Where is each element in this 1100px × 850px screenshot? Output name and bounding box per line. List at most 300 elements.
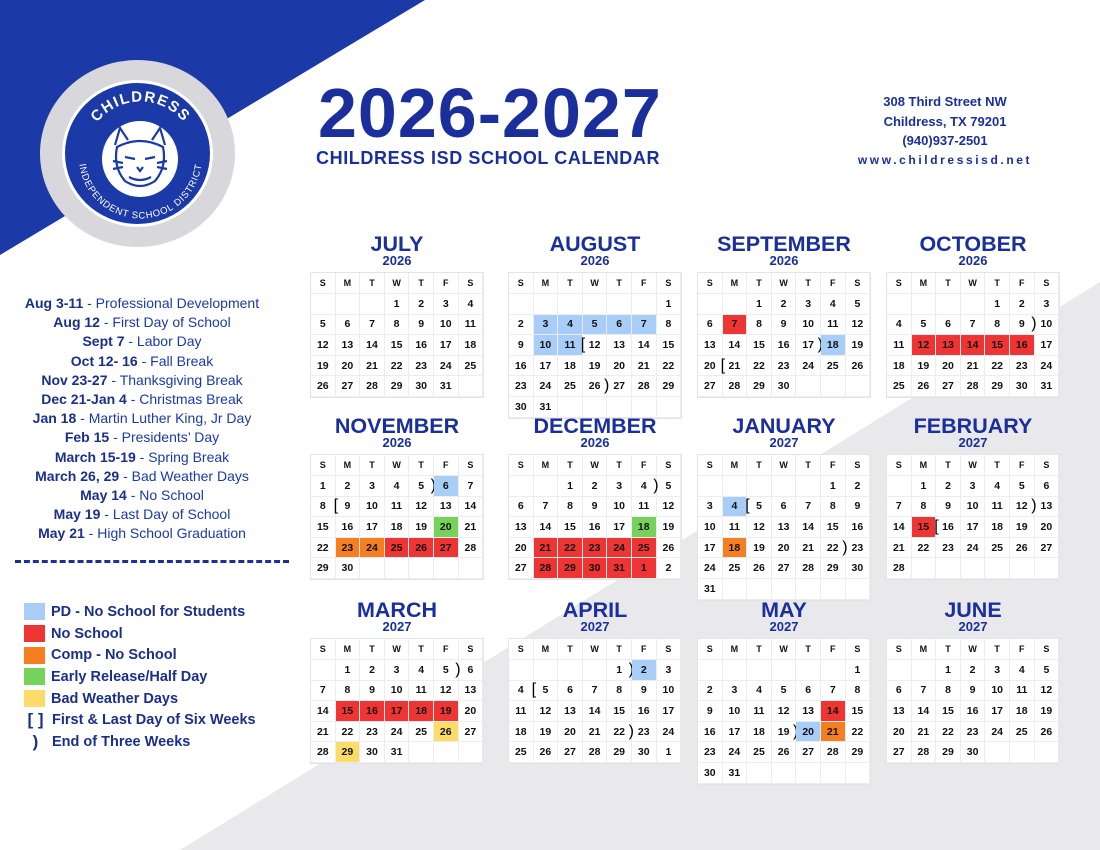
day-cell: 2: [360, 660, 385, 681]
day-cell: 20: [936, 356, 961, 377]
day-cell: 18: [723, 538, 748, 559]
day-cell: 17: [961, 517, 986, 538]
day-cell: 9: [583, 497, 608, 518]
weekday-header: T: [747, 273, 772, 294]
weekday-header: M: [534, 455, 559, 476]
day-cell: 5: [912, 315, 937, 336]
day-cell: 18: [747, 722, 772, 743]
empty-day-cell: [434, 742, 459, 763]
empty-day-cell: [912, 294, 937, 315]
day-cell: 24: [657, 722, 682, 743]
day-cell: 18: [985, 517, 1010, 538]
day-cell: 30: [632, 742, 657, 763]
empty-day-cell: [747, 763, 772, 784]
day-cell: 27: [459, 722, 484, 743]
day-cell: 25: [747, 742, 772, 763]
month-year: 2027: [580, 619, 610, 634]
weekday-header: W: [385, 273, 410, 294]
empty-day-cell: [796, 763, 821, 784]
month-year: 2026: [580, 435, 610, 450]
day-cell: 27: [796, 742, 821, 763]
day-cell: 31: [607, 558, 632, 579]
day-cell: 31: [434, 376, 459, 397]
day-cell: 6: [772, 497, 797, 518]
day-cell: 8: [747, 315, 772, 336]
day-cell: 25: [1010, 722, 1035, 743]
empty-day-cell: [772, 660, 797, 681]
day-cell: 20: [509, 538, 534, 559]
day-cell: 15: [936, 701, 961, 722]
day-cell: 14: [961, 335, 986, 356]
day-cell: 17: [985, 701, 1010, 722]
event-date: May 14: [80, 487, 127, 504]
day-cell: 25: [632, 538, 657, 559]
day-cell: 17: [360, 517, 385, 538]
legend-swatch: [24, 668, 45, 685]
day-cell: 11: [409, 681, 434, 702]
day-cell: 10: [607, 497, 632, 518]
day-cell: 20: [459, 701, 484, 722]
weekday-header: W: [583, 639, 608, 660]
day-cell: 1: [657, 294, 682, 315]
day-cell: 1: [936, 660, 961, 681]
weekday-header: F: [1010, 639, 1035, 660]
day-cell: 2: [1010, 294, 1035, 315]
empty-day-cell: [360, 294, 385, 315]
weekday-header: S: [509, 273, 534, 294]
event-date: May 21: [38, 525, 85, 542]
day-cell: 28: [887, 558, 912, 579]
day-cell: 22: [336, 722, 361, 743]
month-name: JULY: [370, 232, 424, 256]
day-cell: 7: [311, 681, 336, 702]
day-cell: 26: [311, 376, 336, 397]
event-date: Nov 23-27: [41, 371, 108, 388]
empty-day-cell: [698, 660, 723, 681]
day-cell: 17: [1035, 335, 1060, 356]
day-cell: 6: [1035, 476, 1060, 497]
day-cell: 23: [936, 538, 961, 559]
day-cell: 2: [961, 660, 986, 681]
weekday-header: T: [558, 455, 583, 476]
empty-day-cell: [747, 660, 772, 681]
day-cell: 29: [336, 742, 361, 763]
weekday-header: F: [632, 273, 657, 294]
day-cell: 18: [409, 701, 434, 722]
day-cell: 5: [1035, 660, 1060, 681]
day-cell: 1: [336, 660, 361, 681]
day-cell: 10: [723, 701, 748, 722]
day-cell: [ 16: [936, 517, 961, 538]
month-november: [310, 416, 484, 580]
day-cell: 6: [607, 315, 632, 336]
wildcat-seal-icon: [65, 83, 216, 230]
city-address: Childress, TX 79201: [883, 113, 1007, 129]
empty-day-cell: [558, 294, 583, 315]
day-cell: 21: [311, 722, 336, 743]
day-cell: 19: [747, 538, 772, 559]
day-cell: 27: [887, 742, 912, 763]
weekday-header: M: [912, 273, 937, 294]
empty-day-cell: [796, 579, 821, 600]
day-cell: 6: [887, 681, 912, 702]
day-cell: 1: [385, 294, 410, 315]
day-cell: 21: [459, 517, 484, 538]
event-date: March 26, 29: [35, 467, 120, 484]
day-cell: 9: [772, 315, 797, 336]
event-item: [4, 390, 280, 409]
month-grid: [310, 454, 484, 580]
day-cell: 26: [1035, 722, 1060, 743]
day-cell: 5: [772, 681, 797, 702]
day-cell: 6: [336, 315, 361, 336]
day-cell: 16: [509, 356, 534, 377]
day-cell: 8: [385, 315, 410, 336]
day-cell: 1: [985, 294, 1010, 315]
day-cell: 16: [583, 517, 608, 538]
empty-day-cell: [385, 558, 410, 579]
day-cell: 19: [657, 517, 682, 538]
day-cell: 15: [607, 701, 632, 722]
event-date: Aug 12: [53, 314, 100, 331]
day-cell: 8: [558, 497, 583, 518]
day-cell: 10: [434, 315, 459, 336]
empty-day-cell: [796, 660, 821, 681]
empty-day-cell: [772, 763, 797, 784]
day-cell: 5: [583, 315, 608, 336]
day-cell: 9: [936, 497, 961, 518]
day-cell: 17: [657, 701, 682, 722]
day-cell: 13: [772, 517, 797, 538]
day-cell: 12: [409, 497, 434, 518]
day-cell: 21: [912, 722, 937, 743]
day-cell: 13: [459, 681, 484, 702]
weekday-header: T: [360, 273, 385, 294]
day-cell: 20: [607, 356, 632, 377]
event-item: [4, 313, 280, 332]
day-cell: 5 ): [409, 476, 434, 497]
weekday-header: S: [1035, 639, 1060, 660]
day-cell: 7: [632, 315, 657, 336]
day-cell: 20: [434, 517, 459, 538]
month-year: 2026: [580, 253, 610, 268]
event-item: [4, 448, 280, 467]
legend-item-bracket: [24, 709, 256, 731]
weekday-header: F: [632, 455, 657, 476]
month-name: JANUARY: [732, 414, 836, 438]
day-cell: [ 5: [747, 497, 772, 518]
day-cell: 1: [821, 476, 846, 497]
day-cell: 31: [534, 397, 559, 418]
day-cell: 4: [723, 497, 748, 518]
weekday-header: T: [558, 639, 583, 660]
day-cell: 28: [583, 742, 608, 763]
day-cell: 20: [336, 356, 361, 377]
day-cell: [ 5: [534, 681, 559, 702]
day-cell: 14: [534, 517, 559, 538]
day-cell: 21: [887, 538, 912, 559]
event-description: - High School Graduation: [84, 525, 246, 542]
event-item: [4, 371, 280, 390]
day-cell: 3: [385, 660, 410, 681]
day-cell: 23: [336, 538, 361, 559]
day-cell: 30: [409, 376, 434, 397]
day-cell: 3: [985, 660, 1010, 681]
weekday-header: S: [311, 639, 336, 660]
day-cell: 26: [1010, 538, 1035, 559]
day-cell: 2: [698, 681, 723, 702]
weekday-header: T: [796, 455, 821, 476]
day-cell: 2: [632, 660, 657, 681]
month-grid: [886, 638, 1060, 764]
month-may: [697, 600, 871, 785]
empty-day-cell: [459, 558, 484, 579]
day-cell: 6: [698, 315, 723, 336]
weekday-header: S: [887, 639, 912, 660]
empty-day-cell: [772, 476, 797, 497]
event-description: - First Day of School: [99, 314, 231, 331]
day-cell: 2: [583, 476, 608, 497]
empty-day-cell: [985, 742, 1010, 763]
legend-label: PD - No School for Students: [51, 603, 246, 620]
day-cell: 9: [632, 681, 657, 702]
event-item: [4, 486, 280, 505]
month-name: APRIL: [562, 598, 628, 622]
website-link[interactable]: www.childressisd.net: [857, 152, 1033, 167]
event-description: - Professional Development: [83, 295, 260, 311]
day-cell: 24: [961, 538, 986, 559]
day-cell: 9: [509, 335, 534, 356]
event-description: - Thanksgiving Break: [107, 371, 243, 388]
weekday-header: W: [772, 273, 797, 294]
day-cell: 19 ): [772, 722, 797, 743]
day-cell: 1: [311, 476, 336, 497]
month-name: JUNE: [944, 598, 1002, 622]
day-cell: 30: [1010, 376, 1035, 397]
day-cell: 12 ): [1010, 497, 1035, 518]
empty-day-cell: [796, 476, 821, 497]
weekday-header: W: [961, 455, 986, 476]
legend-item-comp: [24, 644, 256, 666]
day-cell: 18: [821, 335, 846, 356]
day-cell: 18: [385, 517, 410, 538]
day-cell: 24: [434, 356, 459, 377]
day-cell: 24: [985, 722, 1010, 743]
day-cell: 7: [821, 681, 846, 702]
day-cell: 5: [657, 476, 682, 497]
day-cell: 15: [912, 517, 937, 538]
day-cell: 13: [607, 335, 632, 356]
weekday-header: M: [336, 455, 361, 476]
weekday-header: F: [434, 273, 459, 294]
day-cell: 11: [1010, 681, 1035, 702]
day-cell: 18: [459, 335, 484, 356]
weekday-header: W: [961, 273, 986, 294]
day-cell: 28: [961, 376, 986, 397]
day-cell: 19: [311, 356, 336, 377]
day-cell: 20: [887, 722, 912, 743]
weekday-header: F: [1010, 455, 1035, 476]
day-cell: 11: [821, 315, 846, 336]
empty-day-cell: [509, 294, 534, 315]
color-legend: [24, 601, 256, 753]
day-cell: 15: [558, 517, 583, 538]
empty-day-cell: [534, 660, 559, 681]
day-cell: 19: [534, 722, 559, 743]
empty-day-cell: [311, 660, 336, 681]
day-cell: 31: [385, 742, 410, 763]
day-cell: 3: [796, 294, 821, 315]
weekday-header: T: [936, 455, 961, 476]
empty-day-cell: [961, 294, 986, 315]
event-item: [4, 332, 280, 351]
day-cell: 16: [1010, 335, 1035, 356]
day-cell: 26: [409, 538, 434, 559]
empty-day-cell: [772, 579, 797, 600]
day-cell: 27: [1035, 538, 1060, 559]
day-cell: 12: [311, 335, 336, 356]
weekday-header: M: [336, 639, 361, 660]
day-cell: 6: [434, 476, 459, 497]
day-cell: 28: [311, 742, 336, 763]
day-cell: 13: [336, 335, 361, 356]
day-cell: 16: [360, 701, 385, 722]
day-cell: 17: [698, 538, 723, 559]
legend-label: End of Three Weeks: [52, 733, 191, 750]
month-march: [310, 600, 484, 764]
month-year: 2027: [958, 435, 988, 450]
day-cell: 25: [723, 558, 748, 579]
day-cell: 10: [657, 681, 682, 702]
empty-day-cell: [912, 558, 937, 579]
empty-day-cell: [747, 476, 772, 497]
month-grid: [508, 638, 682, 764]
day-cell: 6: [936, 315, 961, 336]
empty-day-cell: [583, 660, 608, 681]
day-cell: [ 21: [723, 356, 748, 377]
day-cell: 14: [459, 497, 484, 518]
event-description: - Spring Break: [135, 448, 230, 465]
day-cell: 13: [1035, 497, 1060, 518]
day-cell: 14: [821, 701, 846, 722]
day-cell: 29: [747, 376, 772, 397]
day-cell: 25: [558, 376, 583, 397]
empty-day-cell: [509, 476, 534, 497]
day-cell: 15: [846, 701, 871, 722]
weekday-header: S: [509, 639, 534, 660]
day-cell: 4: [1010, 660, 1035, 681]
day-cell: 12: [657, 497, 682, 518]
day-cell: 23: [583, 538, 608, 559]
day-cell: 12: [772, 701, 797, 722]
event-item: [4, 428, 280, 447]
day-cell: 29: [846, 742, 871, 763]
empty-day-cell: [1035, 742, 1060, 763]
event-description: - Martin Luther King, Jr Day: [76, 410, 252, 427]
event-date: Oct 12- 16: [70, 352, 138, 369]
day-cell: 21: [632, 356, 657, 377]
month-name: AUGUST: [549, 232, 641, 256]
legend-label: No School: [51, 625, 123, 642]
weekday-header: F: [632, 639, 657, 660]
day-cell: 3: [961, 476, 986, 497]
month-grid: [508, 272, 682, 419]
day-cell: 4: [558, 315, 583, 336]
empty-day-cell: [409, 558, 434, 579]
day-cell: 30: [846, 558, 871, 579]
day-cell: 28: [459, 538, 484, 559]
weekday-header: W: [583, 455, 608, 476]
day-cell: 10: [534, 335, 559, 356]
day-cell: 17: [607, 517, 632, 538]
event-date: Aug 3-11: [24, 295, 84, 311]
day-cell: 20: [558, 722, 583, 743]
day-cell: 27: [434, 538, 459, 559]
day-cell: 27: [509, 558, 534, 579]
empty-day-cell: [509, 660, 534, 681]
day-cell: 17: [385, 701, 410, 722]
weekday-header: S: [887, 273, 912, 294]
day-cell: 23: [1010, 356, 1035, 377]
day-cell: 7: [459, 476, 484, 497]
event-item: [4, 294, 280, 313]
empty-day-cell: [336, 294, 361, 315]
empty-day-cell: [459, 742, 484, 763]
weekday-header: S: [1035, 273, 1060, 294]
day-cell: 7: [723, 315, 748, 336]
day-cell: 29: [936, 742, 961, 763]
day-cell: 2: [509, 315, 534, 336]
day-cell: 24: [607, 538, 632, 559]
day-cell: 15: [747, 335, 772, 356]
day-cell: 8: [657, 315, 682, 336]
month-year: 2027: [958, 619, 988, 634]
empty-day-cell: [747, 579, 772, 600]
calendar-title: 2026-2027: [318, 74, 662, 152]
day-cell: 15: [311, 517, 336, 538]
weekday-header: F: [1010, 273, 1035, 294]
event-description: - No School: [126, 487, 204, 504]
day-cell: 7: [796, 497, 821, 518]
day-cell: 11: [632, 497, 657, 518]
event-date: March 15-19: [54, 448, 136, 465]
legend-label: Comp - No School: [51, 647, 177, 664]
day-cell: 12: [1035, 681, 1060, 702]
empty-day-cell: [936, 558, 961, 579]
month-year: 2027: [382, 619, 412, 634]
month-grid: [508, 454, 682, 580]
day-cell: 28: [821, 742, 846, 763]
day-cell: 22: [985, 356, 1010, 377]
legend-swatch: [24, 625, 45, 642]
day-cell: 9: [961, 681, 986, 702]
legend-item-bw: [24, 688, 256, 710]
day-cell: 7: [961, 315, 986, 336]
day-cell: 14: [796, 517, 821, 538]
weekday-header: M: [723, 639, 748, 660]
weekday-header: W: [772, 639, 797, 660]
day-cell: 8: [311, 497, 336, 518]
day-cell: 22: [846, 722, 871, 743]
day-cell: 21: [796, 538, 821, 559]
day-cell: 19: [1010, 517, 1035, 538]
empty-day-cell: [698, 294, 723, 315]
weekday-header: T: [936, 273, 961, 294]
logo-top-text: CHILDRESS: [87, 88, 194, 126]
day-cell: 13: [558, 701, 583, 722]
empty-day-cell: [360, 558, 385, 579]
empty-day-cell: [985, 558, 1010, 579]
